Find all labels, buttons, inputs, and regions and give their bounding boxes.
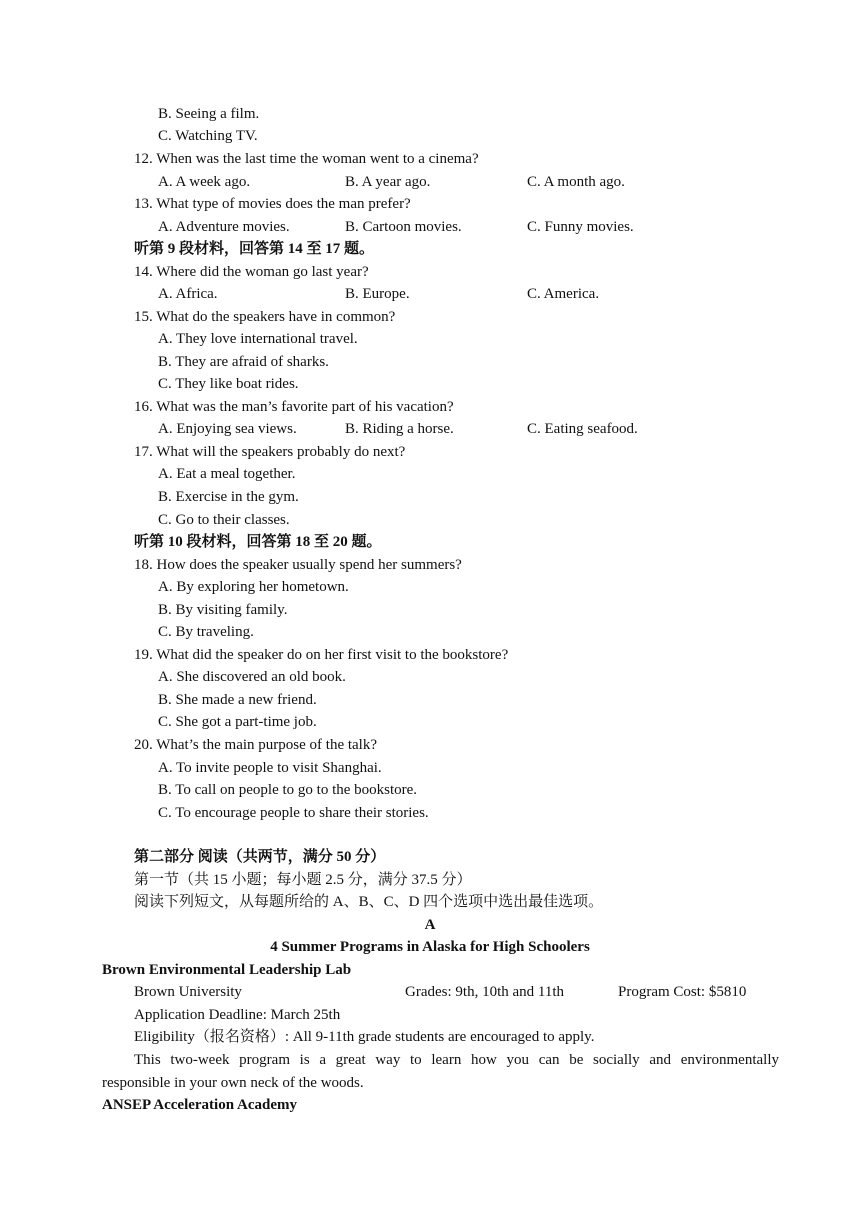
- q14-option-a: A. Africa.: [158, 286, 218, 302]
- q20-question: 20. What’s the main purpose of the talk?: [134, 737, 377, 753]
- q12-options-row: [0, 171, 860, 193]
- q18-question: 18. How does the speaker usually spend her summers?: [134, 557, 462, 573]
- program-2-name-row: [0, 1094, 860, 1116]
- q13-option-b: B. Cartoon movies.: [345, 219, 462, 235]
- program-1-deadline: Application Deadline: March 25th: [134, 1007, 341, 1023]
- q12-option-c: C. A month ago.: [527, 174, 625, 190]
- q16-options-row: [0, 418, 860, 440]
- q19-option-a: A. She discovered an old book.: [158, 669, 346, 685]
- q16-option-c: C. Eating seafood.: [527, 421, 638, 437]
- q20-option-row: [0, 802, 860, 824]
- q20-option-b: B. To call on people to go to the bookstore.: [158, 782, 418, 798]
- program-1-info-row: [0, 981, 860, 1003]
- reading-section-1-title: 第一节（共 15 小题；每小题 2.5 分，满分 37.5 分）: [134, 872, 472, 888]
- q13-question: 13. What type of movies does the man prefer?: [134, 196, 411, 212]
- q13-options-row: [0, 216, 860, 238]
- q14-options-row: [0, 283, 860, 305]
- program-1-name: Brown Environmental Leadership Lab: [102, 962, 352, 978]
- section-10-heading: 听第 10 段材料，回答第 18 至 20 题。: [134, 534, 382, 550]
- q11-option-b: B. Seeing a film.: [158, 106, 260, 122]
- q17-option-row: [0, 509, 860, 531]
- q19-question-row: [0, 644, 860, 666]
- q11-option-row: [0, 103, 860, 125]
- passage-title: 4 Summer Programs in Alaska for High Schoolers: [270, 939, 590, 955]
- q17-option-row: [0, 463, 860, 485]
- q15-option-a: A. They love international travel.: [158, 331, 358, 347]
- q18-option-c: C. By traveling.: [158, 624, 254, 640]
- q12-option-b: B. A year ago.: [345, 174, 431, 190]
- q20-option-row: [0, 779, 860, 801]
- section-9-heading: 听第 9 段材料，回答第 14 至 17 题。: [134, 241, 375, 257]
- q15-option-row: [0, 351, 860, 373]
- program-1-description-line-1: This two-week program is a great way to learn how you can be socially and environmentally: [134, 1052, 779, 1068]
- q15-question: 15. What do the speakers have in common?: [134, 309, 396, 325]
- q13-option-a: A. Adventure movies.: [158, 219, 290, 235]
- passage-letter: A: [424, 917, 436, 933]
- program-1-eligibility: Eligibility（报名资格）: All 9-11th grade students are encouraged to apply.: [134, 1029, 595, 1045]
- q19-option-row: [0, 689, 860, 711]
- program-1-description-line-2: responsible in your own neck of the woods.: [102, 1075, 364, 1091]
- reading-part-title: 第二部分 阅读（共两节，满分 50 分）: [134, 849, 386, 865]
- program-1-deadline-row: [0, 1004, 860, 1026]
- reading-section-1-row: [0, 869, 860, 891]
- q17-option-b: B. Exercise in the gym.: [158, 489, 299, 505]
- q13-question-row: [0, 193, 860, 215]
- q15-option-b: B. They are afraid of sharks.: [158, 354, 329, 370]
- q12-question-row: [0, 148, 860, 170]
- reading-part-title-row: [0, 846, 860, 868]
- q18-option-row: [0, 621, 860, 643]
- q18-option-a: A. By exploring her hometown.: [158, 579, 349, 595]
- program-1-name-row: [0, 959, 860, 981]
- q15-question-row: [0, 306, 860, 328]
- q15-option-row: [0, 373, 860, 395]
- q18-option-row: [0, 599, 860, 621]
- q17-option-a: A. Eat a meal together.: [158, 466, 296, 482]
- q19-option-b: B. She made a new friend.: [158, 692, 317, 708]
- program-1-grades: Grades: 9th, 10th and 11th: [405, 984, 565, 1000]
- q14-option-c: C. America.: [527, 286, 600, 302]
- q19-option-row: [0, 666, 860, 688]
- program-1-university: Brown University: [134, 984, 242, 1000]
- q19-option-row: [0, 711, 860, 733]
- section-9-heading-row: [0, 238, 860, 260]
- q14-question: 14. Where did the woman go last year?: [134, 264, 369, 280]
- q17-question-row: [0, 441, 860, 463]
- q19-option-c: C. She got a part-time job.: [158, 714, 317, 730]
- q14-option-b: B. Europe.: [345, 286, 410, 302]
- q15-option-c: C. They like boat rides.: [158, 376, 299, 392]
- q19-question: 19. What did the speaker do on her first visit to the bookstore?: [134, 647, 509, 663]
- program-1-cost: Program Cost: $5810: [618, 984, 747, 1000]
- q18-question-row: [0, 554, 860, 576]
- q15-option-row: [0, 328, 860, 350]
- q14-question-row: [0, 261, 860, 283]
- q11-option-row: [0, 125, 860, 147]
- q20-option-c: C. To encourage people to share their stories.: [158, 805, 429, 821]
- q16-option-a: A. Enjoying sea views.: [158, 421, 297, 437]
- program-1-eligibility-row: [0, 1026, 860, 1048]
- q20-option-row: [0, 757, 860, 779]
- q12-option-a: A. A week ago.: [158, 174, 251, 190]
- section-10-heading-row: [0, 531, 860, 553]
- q18-option-b: B. By visiting family.: [158, 602, 288, 618]
- q17-option-row: [0, 486, 860, 508]
- program-1-description-row: [0, 1072, 860, 1094]
- q16-question: 16. What was the man’s favorite part of his vacation?: [134, 399, 454, 415]
- q12-question: 12. When was the last time the woman went to a cinema?: [134, 151, 479, 167]
- reading-instructions-row: [0, 891, 860, 913]
- q20-question-row: [0, 734, 860, 756]
- q17-question: 17. What will the speakers probably do next?: [134, 444, 406, 460]
- reading-instructions: 阅读下列短文，从每题所给的 A、B、C、D 四个选项中选出最佳选项。: [134, 894, 604, 910]
- program-1-description-row: [0, 1049, 860, 1071]
- q13-option-c: C. Funny movies.: [527, 219, 634, 235]
- program-2-name: ANSEP Acceleration Academy: [102, 1097, 297, 1113]
- q18-option-row: [0, 576, 860, 598]
- q16-option-b: B. Riding a horse.: [345, 421, 454, 437]
- q11-option-c: C. Watching TV.: [158, 128, 258, 144]
- q17-option-c: C. Go to their classes.: [158, 512, 290, 528]
- q20-option-a: A. To invite people to visit Shanghai.: [158, 760, 382, 776]
- q16-question-row: [0, 396, 860, 418]
